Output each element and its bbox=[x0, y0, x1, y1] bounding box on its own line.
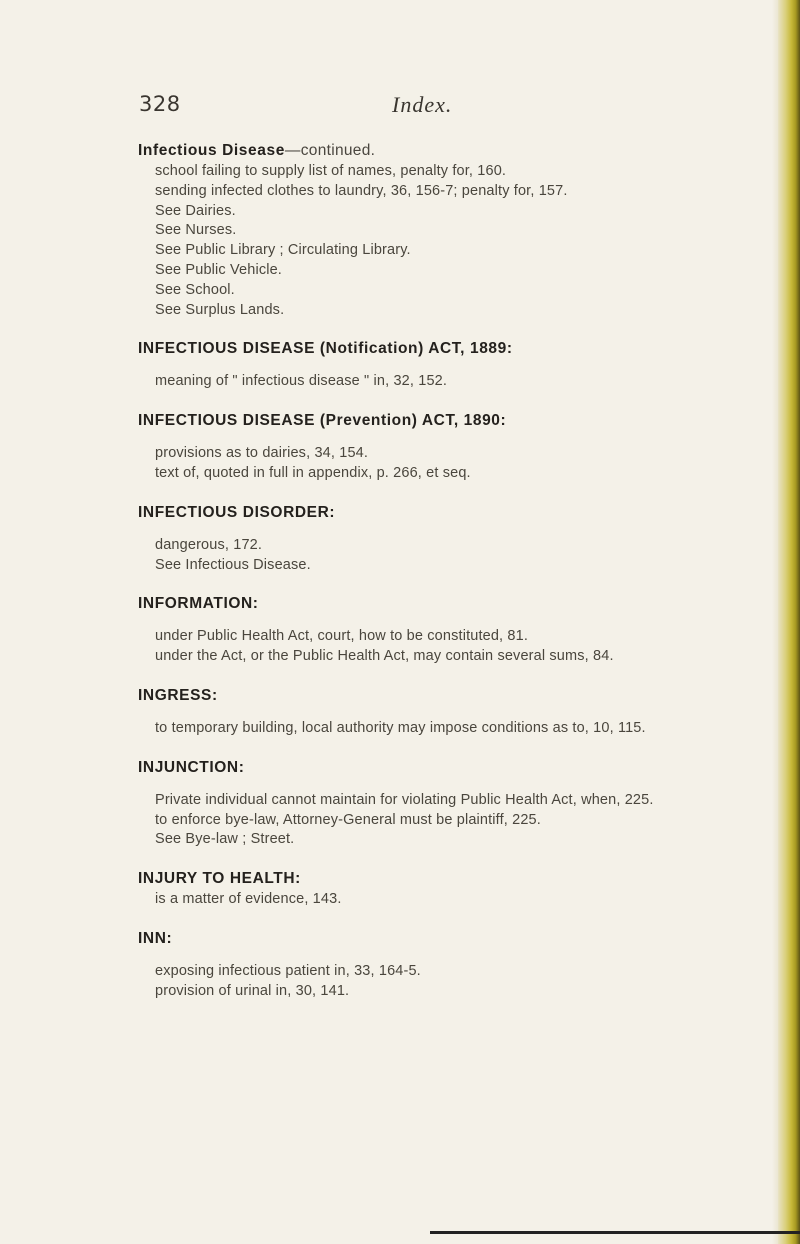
entry-heading: INFECTIOUS DISEASE (Notification) ACT, 1889: bbox=[138, 340, 513, 358]
index-entry bbox=[138, 685, 763, 739]
spacer bbox=[138, 360, 763, 372]
index-entry bbox=[138, 868, 763, 910]
spacer bbox=[138, 850, 763, 868]
spacer bbox=[138, 432, 763, 444]
spacer bbox=[138, 575, 763, 593]
entry-heading: INFECTIOUS DISORDER: bbox=[138, 503, 336, 521]
spacer bbox=[138, 707, 763, 719]
entry-heading: INFORMATION: bbox=[138, 595, 259, 613]
entry-heading: INJUNCTION: bbox=[138, 758, 245, 776]
spacer bbox=[138, 320, 763, 338]
entry-line: Private individual cannot maintain for violating Public Health Act, when, 225. bbox=[155, 791, 654, 808]
entry-line: See Nurses. bbox=[155, 222, 237, 239]
entry-line: dangerous, 172. bbox=[155, 536, 263, 553]
entry-heading-text: Infectious Disease bbox=[138, 142, 285, 159]
entry-heading bbox=[138, 140, 763, 162]
entry-line: under the Act, or the Public Health Act, may contain several sums, 84. bbox=[155, 648, 614, 665]
entry-line: is a matter of evidence, 143. bbox=[155, 891, 342, 908]
entry-line: provisions as to dairies, 34, 154. bbox=[155, 445, 369, 462]
entry-line: text of, quoted in full in appendix, p. 266, et seq. bbox=[155, 464, 471, 481]
spacer bbox=[138, 779, 763, 791]
spacer bbox=[138, 739, 763, 757]
entry-line: sending infected clothes to laundry, 36, 156-7; penalty for, 157. bbox=[155, 182, 568, 199]
spacer bbox=[138, 950, 763, 962]
entry-line: provision of urinal in, 30, 141. bbox=[155, 982, 350, 999]
entry-line: See Surplus Lands. bbox=[155, 301, 285, 318]
entry-line: to temporary building, local authority may impose conditions as to, 10, 115. bbox=[155, 719, 646, 736]
index-entry bbox=[138, 593, 763, 667]
spacer bbox=[138, 910, 763, 928]
entry-line: to enforce bye-law, Attorney-General must be plaintiff, 225. bbox=[155, 811, 541, 828]
page-header bbox=[139, 92, 639, 122]
entry-line: See Public Vehicle. bbox=[155, 261, 282, 278]
entry-line: school failing to supply list of names, penalty for, 160. bbox=[155, 163, 507, 179]
index-entry bbox=[138, 410, 763, 484]
spacer bbox=[138, 667, 763, 685]
index-entry bbox=[138, 140, 763, 320]
entry-line: See School. bbox=[155, 281, 235, 298]
index-entry bbox=[138, 928, 763, 1002]
running-head: Index. bbox=[392, 92, 453, 117]
entry-line: under Public Health Act, court, how to be constituted, 81. bbox=[155, 628, 529, 645]
entry-line: See Bye-law ; Street. bbox=[155, 831, 295, 848]
index-entry bbox=[138, 502, 763, 576]
spacer bbox=[138, 484, 763, 502]
entry-heading: INJURY TO HEALTH: bbox=[138, 870, 301, 888]
spacer bbox=[138, 524, 763, 536]
entry-line: exposing infectious patient in, 33, 164-5. bbox=[155, 962, 421, 979]
entry-heading-continued: —continued. bbox=[284, 142, 376, 159]
entry-line: See Dairies. bbox=[155, 202, 236, 219]
index-content bbox=[138, 140, 763, 1002]
entry-heading: INN: bbox=[138, 929, 173, 947]
book-edge bbox=[778, 0, 800, 1244]
spacer bbox=[138, 392, 763, 410]
entry-line: meaning of " infectious disease " in, 32, 152. bbox=[155, 373, 448, 390]
entry-heading: INFECTIOUS DISEASE (Prevention) ACT, 1890: bbox=[138, 412, 507, 430]
page-number: 328 bbox=[139, 92, 181, 116]
index-entry bbox=[138, 338, 763, 392]
spacer bbox=[138, 615, 763, 627]
index-entry bbox=[138, 757, 763, 850]
bottom-rule bbox=[430, 1231, 800, 1234]
entry-line: See Infectious Disease. bbox=[155, 556, 311, 573]
entry-line: See Public Library ; Circulating Library. bbox=[155, 242, 411, 259]
entry-heading: INGRESS: bbox=[138, 686, 218, 704]
